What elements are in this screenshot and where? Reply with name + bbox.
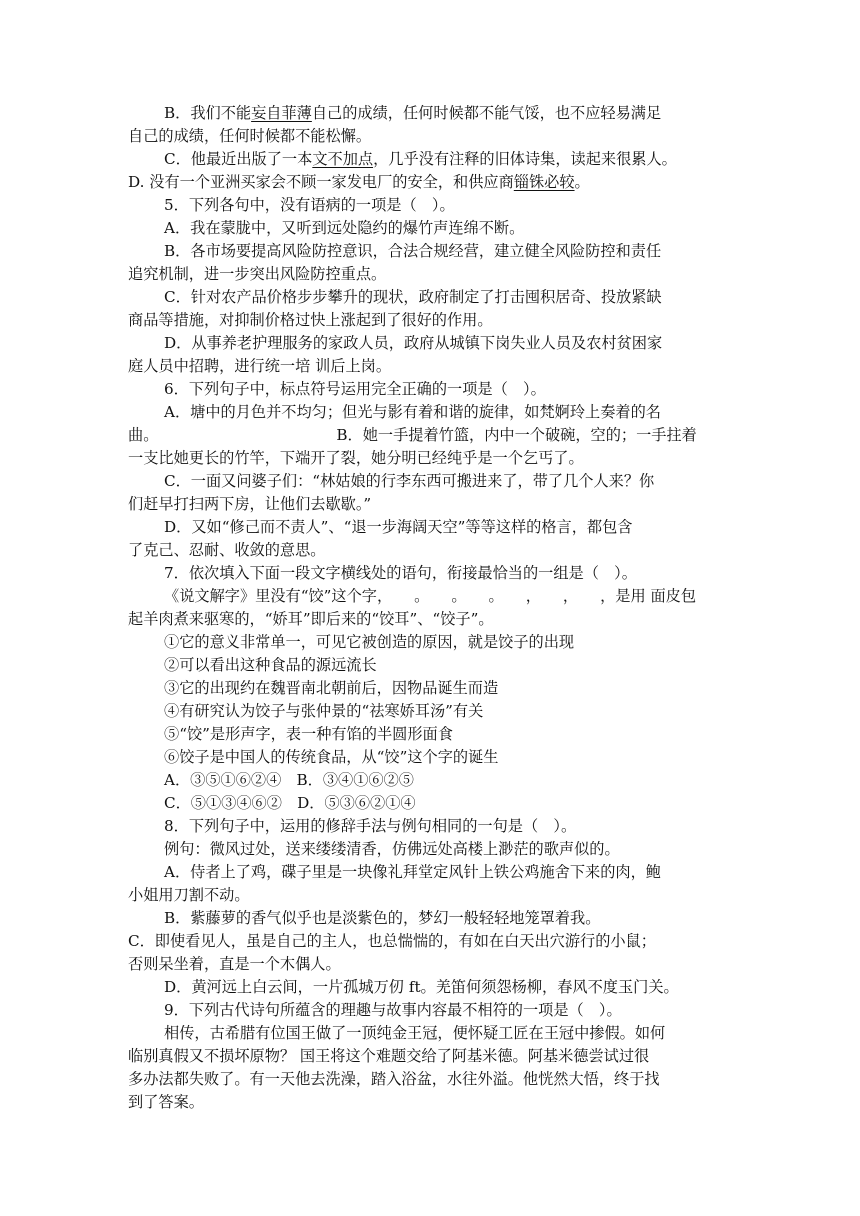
option-8a-line-1: A．侍者上了鸡，碟子里是一块像礼拜堂定风针上铁公鸡施舍下来的肉，鲍 <box>164 863 661 881</box>
option-4c <box>128 148 736 171</box>
choices-7ab: A．③⑤①⑥②④ B．③④①⑥②⑤ <box>164 771 414 789</box>
option-4d <box>128 171 736 194</box>
option-8c-line-2: 否则呆坐着，直是一个木偶人。 <box>128 955 341 973</box>
text: ，是用 面皮包 <box>600 587 697 605</box>
text: 《说文解字》里没有“饺”这个字， <box>164 587 393 605</box>
underlined-idiom: 妄自菲薄 <box>251 104 312 122</box>
example-8: 例句：微风过处，送来缕缕清香，仿佛远处高楼上渺茫的歌声似的。 <box>164 840 620 858</box>
passage-9-line-4: 到了答案。 <box>128 1093 204 1111</box>
option-8c-line-1: C．即使看见人，虽是自己的主人，也总惴惴的，有如在白天出穴游行的小鼠； <box>128 932 656 950</box>
text: 。 <box>488 587 504 605</box>
passage-9-line-1: 相传，古希腊有位国王做了一顶纯金王冠，便怀疑工匠在王冠中掺假。如何 <box>164 1024 666 1042</box>
option-6a-line-1: A．塘中的月色并不均匀；但光与影有着和谐的旋律，如梵婀玲上奏着的名 <box>164 403 661 421</box>
text: D. 没有一个亚洲买家会不顾一家发电厂的安全，和供应商 <box>128 173 514 191</box>
text: B．我们不能 <box>164 104 252 122</box>
option-6d-line-1: D．又如“修己而不责人”、“退一步海阔天空”等等这样的格言，都包含 <box>164 518 633 536</box>
question-5: 5．下列各句中，没有语病的一项是（ ）。 <box>164 196 455 214</box>
option-5b-line-2: 追究机制，进一步突出风险防控重点。 <box>128 265 387 283</box>
option-8b: B．紫藤萝的香气似乎也是淡紫色的，梦幻一般轻轻地笼罩着我。 <box>164 909 601 927</box>
passage-7-line-2: 起羊肉煮来驱寒的，“娇耳”即后来的“饺耳”、“饺子”。 <box>128 610 494 628</box>
option-6c-line-2: 们赶早打扫两下房，让他们去歇歇。” <box>128 495 372 513</box>
text: 。 <box>451 587 467 605</box>
question-6: 6．下列句子中，标点符号运用完全正确的一项是（ ）。 <box>164 380 546 398</box>
question-7: 7．依次填入下面一段文字横线处的语句，衔接最恰当的一组是（ ）。 <box>164 564 637 582</box>
option-5b-line-1: B．各市场要提高风险防控意识，合法合规经营，建立健全风险防控和责任 <box>164 242 662 260</box>
question-8: 8．下列句子中，运用的修辞手法与例句相同的一句是（ ）。 <box>164 817 577 835</box>
option-5d-line-2: 庭人员中招聘，进行统一培 训后上岗。 <box>128 357 392 375</box>
text: ，几乎没有注释的旧体诗集，读起来很累人。 <box>373 150 677 168</box>
text: ， <box>562 587 579 605</box>
option-5c-line-2: 商品等措施，对抑制价格过快上涨起到了很好的作用。 <box>128 311 493 329</box>
option-6c-line-1: C．一面又问婆子们：“林姑娘的行李东西可搬进来了，带了几个人来？你 <box>164 472 655 490</box>
sentence-option-1: ①它的意义非常单一，可见它被创造的原因，就是饺子的出现 <box>164 633 575 651</box>
option-5a: A．我在蒙胧中，又听到远处隐约的爆竹声连绵不断。 <box>164 219 525 237</box>
text: 曲。 <box>128 426 159 444</box>
passage-7-line-1 <box>128 585 736 608</box>
passage-9-line-2: 临别真假又不损坏原物？ 国王将这个难题交给了阿基米德。阿基米德尝试过很 <box>128 1047 650 1065</box>
option-4b-line-2: 自己的成绩，任何时候都不能松懈。 <box>128 127 371 145</box>
sentence-option-5: ⑤“饺”是形声字，表一种有馅的半圆形面食 <box>164 725 453 743</box>
underlined-idiom: 锱铢必较 <box>513 173 575 191</box>
text: 。 <box>574 173 590 191</box>
option-6a-line-2 <box>128 424 736 447</box>
option-5d-line-1: D．从事养老护理服务的家政人员，政府从城镇下岗失业人员及农村贫困家 <box>164 334 663 352</box>
option-6b-line-1: B．她一手提着竹篮，内中一个破碗，空的；一手拄着 <box>336 426 697 444</box>
text: ， <box>525 587 541 605</box>
underlined-idiom: 文不加点 <box>312 150 374 168</box>
option-6b-line-2: 一支比她更长的竹竿，下端开了裂，她分明已经纯乎是一个乞丐了。 <box>128 449 584 467</box>
option-8d: D．黄河远上白云间，一片孤城万仞 ft。羌笛何须怨杨柳，春风不度玉门关。 <box>164 978 679 996</box>
text: 自己的成绩，任何时候都不能气馁，也不应轻易满足 <box>311 104 662 122</box>
option-5c-line-1: C．针对农产品价格步步攀升的现状，政府制定了打击囤积居奇、投放紧缺 <box>164 288 662 306</box>
text: 。 <box>414 587 430 605</box>
option-6d-line-2: 了克己、忍耐、收敛的意思。 <box>128 541 326 559</box>
option-4b-line-1 <box>128 102 736 125</box>
sentence-option-4: ④有研究认为饺子与张仲景的“祛寒娇耳汤”有关 <box>164 702 484 720</box>
text: C．他最近出版了一本 <box>164 150 313 168</box>
passage-9-line-3: 多办法都失败了。有一天他去洗澡，踏入浴盆，水往外溢。他恍然大悟，终于找 <box>128 1070 660 1088</box>
question-9: 9．下列古代诗句所蕴含的理趣与故事内容最不相符的一项是（ ）。 <box>164 1001 622 1019</box>
sentence-option-2: ②可以看出这种食品的源远流长 <box>164 656 377 674</box>
document-page <box>128 102 736 1114</box>
option-8a-line-2: 小姐用刀割不动。 <box>128 886 250 904</box>
choices-7cd: C．⑤①③④⑥② D．⑤③⑥②①④ <box>164 794 416 812</box>
sentence-option-3: ③它的出现约在魏晋南北朝前后，因物品诞生而造 <box>164 679 499 697</box>
sentence-option-6: ⑥饺子是中国人的传统食品，从“饺”这个字的诞生 <box>164 748 499 766</box>
